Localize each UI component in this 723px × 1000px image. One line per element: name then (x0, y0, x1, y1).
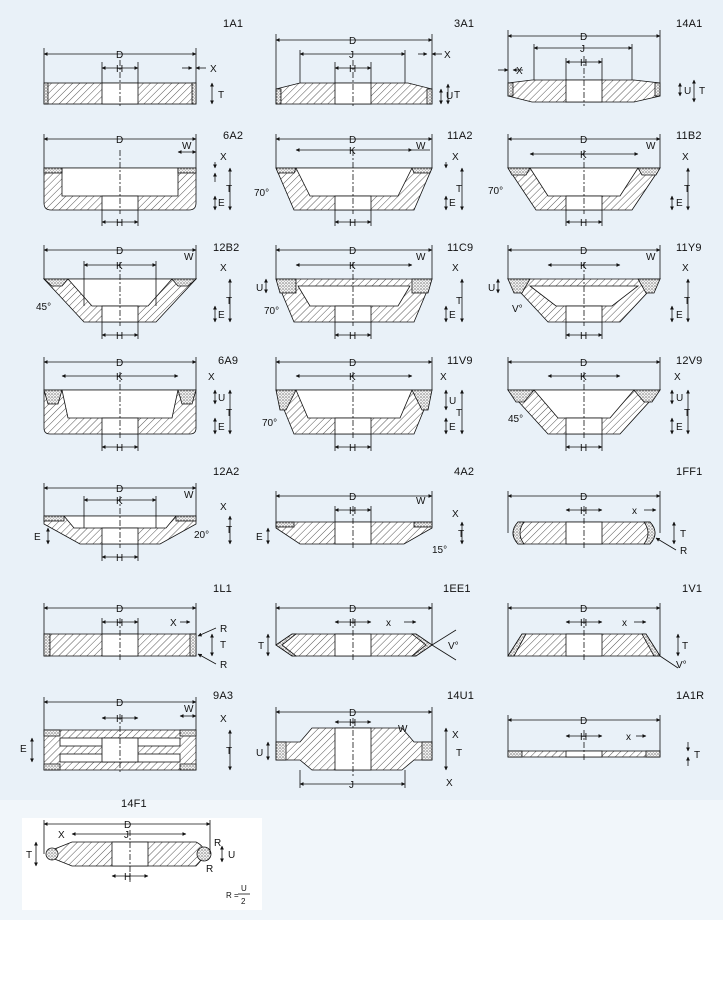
dim-d: D (116, 358, 124, 369)
wheel-1ee1 (268, 603, 456, 660)
code-1a1: 1A1 (223, 18, 244, 30)
code-1ff1: 1FF1 (676, 466, 703, 478)
dim-x: X (452, 730, 459, 741)
dim-t: T (456, 184, 463, 195)
dim-e: E (676, 422, 683, 433)
dim-t: T (458, 529, 465, 540)
dim-t: T (680, 529, 687, 540)
dim-t: T (684, 408, 691, 419)
code-11y9: 11Y9 (676, 242, 702, 254)
dim-h: H (349, 506, 357, 517)
dim-x-lower: x (632, 506, 637, 517)
dim-t: T (220, 640, 227, 651)
code-11b2: 11B2 (676, 130, 702, 142)
dim-d: D (116, 135, 124, 146)
wheel-14a1 (498, 30, 694, 106)
dim-d: D (116, 246, 124, 257)
dim-h: H (116, 443, 124, 454)
dim-j: J (349, 780, 354, 791)
dim-k: K (349, 261, 356, 272)
wheel-12v9 (508, 357, 691, 451)
dim-k: K (116, 372, 123, 383)
dim-w: W (416, 252, 426, 263)
dim-w: W (646, 141, 656, 152)
dim-d: D (580, 32, 588, 43)
angle-20: 20° (194, 530, 210, 541)
wheel-14f1 (36, 820, 250, 894)
wheel-1a1 (44, 48, 212, 108)
code-9a3: 9A3 (213, 690, 234, 702)
angle-v: V° (512, 304, 523, 315)
dim-t: T (456, 748, 463, 759)
dimension-labels (20, 32, 705, 906)
formula-lhs: R = (226, 891, 239, 900)
dim-x: X (444, 50, 451, 61)
dim-d: D (116, 484, 124, 495)
dim-x: X (452, 152, 459, 163)
dim-w: W (416, 496, 426, 507)
dim-e: E (256, 532, 263, 543)
dim-e: E (449, 310, 456, 321)
dim-h: H (116, 618, 124, 629)
dim-x: X (220, 152, 227, 163)
dim-h: H (580, 331, 588, 342)
dim-u: U (676, 393, 684, 404)
dim-w: W (184, 252, 194, 263)
dim-t: T (226, 184, 233, 195)
dim-k: K (580, 261, 587, 272)
wheel-12a2 (44, 483, 233, 561)
dim-h: H (580, 218, 588, 229)
dim-x: X (210, 64, 217, 75)
dim-r: R (206, 864, 214, 875)
dim-h: H (116, 553, 124, 564)
dim-t: T (682, 641, 689, 652)
dim-x-lower: x (626, 732, 631, 743)
dim-d: D (349, 708, 357, 719)
dim-t: T (684, 296, 691, 307)
dim-t: T (454, 90, 461, 101)
dim-d: D (116, 604, 124, 615)
dim-h: H (580, 732, 588, 743)
dim-h: H (124, 872, 132, 883)
dim-x-lower: x (386, 618, 391, 629)
dim-x-lower: x (622, 618, 627, 629)
dim-w: W (416, 141, 426, 152)
dim-k: K (580, 150, 587, 161)
dim-x: X (682, 263, 689, 274)
code-6a9: 6A9 (218, 355, 239, 367)
dim-w: W (398, 724, 408, 735)
angle-70: 70° (262, 418, 278, 429)
wheel-3a1 (276, 34, 448, 108)
dim-x: X (440, 372, 447, 383)
angle-45: 45° (508, 414, 524, 425)
dim-u: U (228, 850, 236, 861)
dim-r: R (680, 546, 688, 557)
dim-w: W (184, 704, 194, 715)
wheel-11c9 (266, 245, 462, 339)
dim-t: T (684, 184, 691, 195)
dim-x: X (682, 152, 689, 163)
dim-u: U (218, 393, 226, 404)
dim-u: U (488, 283, 496, 294)
dim-t: T (258, 641, 265, 652)
dim-e: E (218, 422, 225, 433)
code-11v9: 11V9 (447, 355, 473, 367)
dim-e: E (676, 310, 683, 321)
angle-15: 15° (432, 545, 448, 556)
dim-d: D (116, 698, 124, 709)
dim-d: D (124, 820, 132, 831)
dim-d: D (580, 604, 588, 615)
dim-k: K (349, 372, 356, 383)
dim-h: H (116, 64, 124, 75)
dim-e: E (34, 532, 41, 543)
dim-t: T (456, 296, 463, 307)
dim-x: X (452, 509, 459, 520)
dim-h: H (116, 331, 124, 342)
dim-e: E (449, 198, 456, 209)
dim-x: X (452, 263, 459, 274)
dim-d: D (349, 36, 357, 47)
dim-k: K (116, 261, 123, 272)
code-6a2: 6A2 (223, 130, 244, 142)
dim-h: H (580, 58, 588, 69)
dim-x: X (220, 714, 227, 725)
code-11c9: 11C9 (447, 242, 474, 254)
dim-x: X (58, 830, 65, 841)
dim-t: T (226, 408, 233, 419)
dim-e: E (449, 422, 456, 433)
dim-t: T (218, 90, 225, 101)
dim-h: H (349, 218, 357, 229)
code-12v9: 12V9 (676, 355, 703, 367)
dim-w: W (184, 490, 194, 501)
dim-k: K (580, 372, 587, 383)
dim-x: X (446, 778, 453, 789)
dim-h: H (349, 64, 357, 75)
dim-r: R (220, 624, 228, 635)
wheel-14u1 (268, 707, 446, 788)
dim-d: D (349, 604, 357, 615)
dim-d: D (349, 135, 357, 146)
dim-w: W (182, 141, 192, 152)
formula-numerator: U (241, 884, 247, 893)
dim-d: D (116, 50, 124, 61)
dim-h: H (116, 714, 124, 725)
code-14u1: 14U1 (447, 690, 475, 702)
dim-d: D (580, 492, 588, 503)
dim-h: H (349, 443, 357, 454)
code-14f1: 14F1 (121, 798, 147, 810)
dim-h: H (116, 218, 124, 229)
wheel-1ff1 (508, 491, 676, 550)
code-1l1: 1L1 (213, 583, 232, 595)
dim-j: J (124, 830, 129, 841)
angle-v: V° (676, 660, 687, 671)
code-12b2: 12B2 (213, 242, 240, 254)
dim-u: U (256, 748, 264, 759)
dim-x: X (170, 618, 177, 629)
code-1ee1: 1EE1 (443, 583, 471, 595)
dim-r: R (220, 660, 228, 671)
dim-t: T (694, 750, 701, 761)
code-4a2: 4A2 (454, 466, 475, 478)
dim-t: T (456, 408, 463, 419)
wheel-11v9 (276, 357, 462, 451)
code-1v1: 1V1 (682, 583, 703, 595)
dim-d: D (580, 716, 588, 727)
angle-45: 45° (36, 302, 52, 313)
angle-v: V° (448, 641, 459, 652)
code-1a1r: 1A1R (676, 690, 705, 702)
code-12a2: 12A2 (213, 466, 240, 478)
wheel-9a3 (32, 697, 233, 774)
dim-d: D (349, 492, 357, 503)
code-11a2: 11A2 (447, 130, 473, 142)
dim-w: W (646, 252, 656, 263)
wheel-11a2 (276, 134, 462, 226)
angle-70: 70° (264, 306, 280, 317)
dim-d: D (580, 135, 588, 146)
dim-e: E (218, 310, 225, 321)
dim-d: D (349, 358, 357, 369)
dim-x: X (220, 263, 227, 274)
dim-h: H (580, 443, 588, 454)
dim-h: H (580, 506, 588, 517)
dim-x: X (208, 372, 215, 383)
wheel-11b2 (508, 134, 691, 226)
dim-u: U (256, 283, 264, 294)
dim-d: D (580, 246, 588, 257)
dim-u: U (684, 86, 692, 97)
dim-k: K (349, 146, 356, 157)
wheel-1a1r (508, 715, 688, 766)
dim-x: X (674, 372, 681, 383)
dim-k: K (116, 496, 123, 507)
code-14a1: 14A1 (676, 18, 703, 30)
dim-x: X (220, 502, 227, 513)
dim-h: H (349, 618, 357, 629)
wheel-4a2 (268, 491, 465, 548)
code-3a1: 3A1 (454, 18, 475, 30)
wheel-6a2 (44, 134, 233, 226)
dim-r: R (214, 838, 222, 849)
dim-t: T (699, 86, 706, 97)
wheel-11y9 (498, 245, 691, 339)
wheel-1v1 (508, 603, 678, 668)
dim-x: X (516, 66, 523, 77)
dim-u: U (449, 396, 457, 407)
dim-t: T (26, 850, 33, 861)
dim-j: J (349, 50, 354, 61)
dim-h: H (349, 331, 357, 342)
dim-u: U (446, 91, 454, 102)
dim-j: J (580, 44, 585, 55)
dim-e: E (218, 198, 225, 209)
formula-denominator: 2 (241, 897, 246, 906)
angle-70: 70° (488, 186, 504, 197)
angle-70: 70° (254, 188, 270, 199)
dim-d: D (349, 246, 357, 257)
dim-d: D (580, 358, 588, 369)
dim-t: T (226, 296, 233, 307)
dim-e: E (20, 744, 27, 755)
dim-t: T (226, 746, 233, 757)
dim-h: H (580, 618, 588, 629)
dim-h: H (349, 718, 357, 729)
wheel-1l1 (44, 603, 216, 664)
dim-t: T (226, 525, 233, 536)
dim-e: E (676, 198, 683, 209)
